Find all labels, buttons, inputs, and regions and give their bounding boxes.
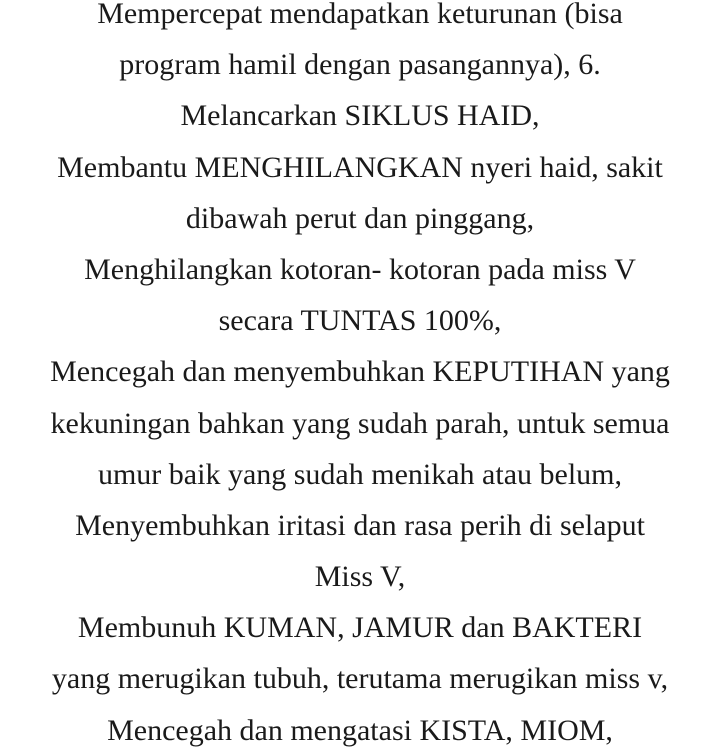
text-line: Membantu MENGHILANGKAN nyeri haid, sakit <box>57 150 663 184</box>
text-line: kekuningan bahkan yang sudah parah, untuk semua <box>50 406 670 440</box>
text-line: Miss V, <box>314 560 406 594</box>
text-line: Melancarkan SIKLUS HAID, <box>180 99 540 133</box>
text-line: program hamil dengan pasangannya), 6. <box>119 48 601 82</box>
text-line: dibawah perut dan pinggang, <box>185 201 535 235</box>
text-line: yang merugikan tubuh, terutama merugikan miss v, <box>51 662 669 696</box>
text-line: umur baik yang sudah menikah atau belum, <box>97 457 623 491</box>
text-line: Mempercepat mendapatkan keturunan (bisa <box>97 0 623 30</box>
text-line: Menghilangkan kotoran- kotoran pada miss V <box>84 252 636 286</box>
text-line: Menyembuhkan iritasi dan rasa perih di selaput <box>75 508 645 542</box>
text-line: Mencegah dan menyembuhkan KEPUTIHAN yang <box>50 355 670 389</box>
text-line: secara TUNTAS 100%, <box>218 304 502 338</box>
text-line: Mencegah dan mengatasi KISTA, MIOM, <box>107 713 613 747</box>
text-line: Membunuh KUMAN, JAMUR dan BAKTERI <box>77 611 643 645</box>
